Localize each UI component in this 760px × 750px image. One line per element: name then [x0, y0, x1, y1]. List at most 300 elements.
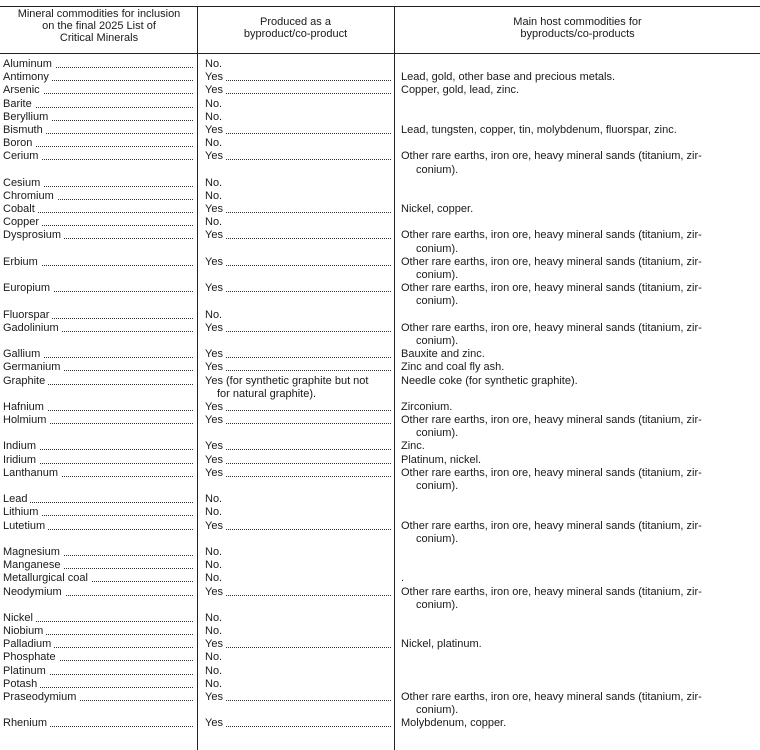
table-row [0, 256, 760, 269]
mineral-name: Rhenium [3, 717, 50, 729]
mineral-cell [3, 216, 193, 229]
produced-value: No. [205, 137, 225, 149]
table-row [0, 111, 760, 124]
dot-leader [205, 159, 391, 160]
produced-value: Yes [205, 322, 226, 334]
host-commodities-cell: Zinc. [401, 440, 425, 453]
produced-value: No. [205, 625, 225, 637]
produced-cell [205, 375, 391, 388]
produced-cell [205, 546, 391, 559]
mineral-name: Boron [3, 137, 35, 149]
produced-cell [205, 533, 391, 546]
mineral-cell [3, 651, 193, 664]
mineral-cell [3, 612, 193, 625]
mineral-name: Dysprosium [3, 229, 64, 241]
mineral-cell [3, 440, 193, 453]
mineral-cell [3, 388, 193, 401]
mineral-name: Lithium [3, 506, 41, 518]
table-row [0, 506, 760, 519]
produced-value [205, 427, 208, 439]
produced-cell [205, 124, 391, 137]
mineral-name: Lutetium [3, 520, 48, 532]
mineral-cell [3, 691, 193, 704]
produced-cell [205, 691, 391, 704]
table-row [0, 625, 760, 638]
mineral-cell [3, 282, 193, 295]
produced-value: No. [205, 665, 225, 677]
table-row [0, 124, 760, 137]
produced-value: No. [205, 58, 225, 70]
mineral-cell [3, 454, 193, 467]
host-commodities-cell: Lead, gold, other base and precious metals. [401, 71, 616, 84]
mineral-name: Cobalt [3, 203, 38, 215]
produced-value: No. [205, 506, 225, 518]
mineral-cell [3, 506, 193, 519]
dot-leader [205, 476, 391, 477]
table-row [0, 678, 760, 691]
table-row [0, 322, 760, 335]
mineral-name: Gadolinium [3, 322, 62, 334]
produced-cell [205, 269, 391, 282]
mineral-name: Neodymium [3, 586, 65, 598]
mineral-name: Copper [3, 216, 42, 228]
dot-leader [205, 370, 391, 371]
produced-value: Yes [205, 203, 226, 215]
mineral-cell [3, 586, 193, 599]
table-row [0, 414, 760, 427]
mineral-cell [3, 309, 193, 322]
mineral-name: Nickel [3, 612, 36, 624]
mineral-name [3, 164, 6, 176]
dot-leader [205, 265, 391, 266]
table-row [0, 98, 760, 111]
mineral-cell [3, 84, 193, 97]
produced-value: Yes [205, 124, 226, 136]
host-commodities-cell: conium). [416, 704, 459, 717]
header-mineral-commodities: Mineral commodities for inclusion on the final 2025 List of Critical Minerals [17, 8, 181, 44]
table-row [0, 427, 760, 440]
produced-value: Yes [205, 586, 226, 598]
produced-cell [205, 348, 391, 361]
produced-value [205, 335, 208, 347]
mineral-name [3, 533, 6, 545]
produced-cell [205, 190, 391, 203]
host-commodities-cell: conium). [416, 242, 459, 255]
produced-cell [205, 177, 391, 190]
table-row [0, 691, 760, 704]
mineral-name: Magnesium [3, 546, 63, 558]
mineral-name: Cesium [3, 177, 43, 189]
table-row [0, 388, 760, 401]
dot-leader [205, 529, 391, 530]
produced-cell [205, 282, 391, 295]
produced-cell [205, 480, 391, 493]
produced-cell [205, 164, 391, 177]
mineral-cell [3, 335, 193, 348]
mineral-cell [3, 414, 193, 427]
mineral-name: Lead [3, 493, 30, 505]
table-row [0, 216, 760, 229]
mineral-cell [3, 243, 193, 256]
table-row [0, 612, 760, 625]
mineral-name: Indium [3, 440, 39, 452]
host-commodities-cell: conium). [416, 295, 459, 308]
produced-value [205, 599, 208, 611]
produced-cell [205, 520, 391, 533]
produced-cell [205, 467, 391, 480]
produced-cell [205, 309, 391, 322]
produced-cell [205, 216, 391, 229]
produced-value: Yes [205, 401, 226, 413]
table-row [0, 150, 760, 163]
mineral-cell [3, 348, 193, 361]
table-row [0, 335, 760, 348]
produced-cell [205, 493, 391, 506]
table-row [0, 454, 760, 467]
mineral-cell [3, 678, 193, 691]
host-commodities-cell: Zinc and coal fly ash. [401, 361, 505, 374]
mineral-name [3, 388, 6, 400]
produced-cell [205, 651, 391, 664]
produced-value: Yes [205, 440, 226, 452]
mineral-name [3, 427, 6, 439]
mineral-name [3, 269, 6, 281]
mineral-cell [3, 572, 193, 585]
table-row [0, 348, 760, 361]
header-produced-as-byproduct: Produced as a byproduct/co-product [243, 16, 348, 40]
mineral-cell [3, 480, 193, 493]
mineral-name [3, 335, 6, 347]
table-row [0, 361, 760, 374]
produced-cell [205, 137, 391, 150]
table-row [0, 480, 760, 493]
produced-cell [205, 612, 391, 625]
produced-value: Yes [205, 454, 226, 466]
host-commodities-cell: Other rare earths, iron ore, heavy mineral sands (titanium, zir- [401, 466, 702, 479]
host-commodities-cell: Copper, gold, lead, zinc. [401, 84, 520, 97]
table-row [0, 269, 760, 282]
table-row [0, 717, 760, 730]
mineral-name: Antimony [3, 71, 52, 83]
header-main-host-commodities: Main host commodities for byproducts/co-products [513, 16, 642, 40]
table-row [0, 295, 760, 308]
mineral-cell [3, 58, 193, 71]
host-commodities-cell: Other rare earths, iron ore, heavy mineral sands (titanium, zir- [401, 321, 702, 334]
dot-leader [205, 700, 391, 701]
mineral-cell [3, 559, 193, 572]
host-commodities-cell: Molybdenum, copper. [401, 717, 507, 730]
dot-leader [3, 502, 193, 503]
table-row [0, 586, 760, 599]
produced-cell [205, 295, 391, 308]
produced-value [205, 480, 208, 492]
mineral-cell [3, 361, 193, 374]
dot-leader [205, 410, 391, 411]
mineral-cell [3, 229, 193, 242]
dot-leader [205, 647, 391, 648]
produced-cell [205, 414, 391, 427]
mineral-name: Europium [3, 282, 53, 294]
table-row [0, 599, 760, 612]
host-commodities-cell: conium). [416, 334, 459, 347]
produced-value: No. [205, 678, 225, 690]
produced-value: Yes [205, 638, 226, 650]
produced-cell [205, 427, 391, 440]
host-commodities-cell: Other rare earths, iron ore, heavy mineral sands (titanium, zir- [401, 229, 702, 242]
mineral-cell [3, 150, 193, 163]
host-commodities-cell: conium). [416, 480, 459, 492]
produced-value [205, 533, 208, 545]
dot-leader [205, 238, 391, 239]
mineral-cell [3, 717, 193, 730]
mineral-name: Arsenic [3, 84, 43, 96]
mineral-name: Gallium [3, 348, 43, 360]
produced-cell [205, 717, 391, 730]
mineral-cell [3, 401, 193, 414]
dot-leader [205, 726, 391, 727]
produced-cell [205, 599, 391, 612]
produced-cell [205, 586, 391, 599]
mineral-cell [3, 427, 193, 440]
produced-value [205, 164, 208, 176]
mineral-name: Aluminum [3, 58, 55, 70]
produced-value: No. [205, 572, 225, 584]
produced-value [205, 269, 208, 281]
table-row [0, 559, 760, 572]
mineral-cell [3, 704, 193, 717]
produced-cell [205, 71, 391, 84]
produced-value: Yes [205, 229, 226, 241]
produced-value: Yes [205, 71, 226, 83]
produced-value: Yes [205, 520, 226, 532]
mineral-cell [3, 520, 193, 533]
table-row [0, 282, 760, 295]
mineral-cell [3, 322, 193, 335]
dot-leader [205, 357, 391, 358]
host-commodities-cell: conium). [416, 427, 459, 440]
table-body [0, 58, 760, 731]
mineral-name: Lanthanum [3, 467, 61, 479]
produced-value: No. [205, 493, 225, 505]
produced-cell [217, 388, 403, 401]
produced-value: for natural graphite). [217, 388, 319, 400]
produced-value: Yes (for synthetic graphite but not [205, 375, 371, 387]
table-row [0, 533, 760, 546]
host-commodities-cell: Other rare earths, iron ore, heavy mineral sands (titanium, zir- [401, 691, 702, 703]
mineral-name [3, 704, 6, 716]
mineral-cell [3, 625, 193, 638]
mineral-cell [3, 599, 193, 612]
produced-cell [205, 111, 391, 124]
mineral-cell [3, 177, 193, 190]
table-top-rule [0, 6, 760, 7]
mineral-name: Chromium [3, 190, 57, 202]
produced-value: Yes [205, 84, 226, 96]
host-commodities-cell: Zirconium. [401, 400, 453, 413]
table-row [0, 58, 760, 71]
table-row [0, 243, 760, 256]
produced-value: No. [205, 216, 225, 228]
table-row [0, 71, 760, 84]
mineral-cell [3, 493, 193, 506]
table-row [0, 546, 760, 559]
produced-value: Yes [205, 691, 226, 703]
mineral-name: Erbium [3, 256, 41, 268]
host-commodities-cell: Bauxite and zinc. [401, 348, 485, 361]
produced-value: Yes [205, 150, 226, 162]
host-commodities-cell: Other rare earths, iron ore, heavy mineral sands (titanium, zir- [401, 150, 702, 163]
produced-cell [205, 572, 391, 585]
produced-value: Yes [205, 282, 226, 294]
table-row [0, 309, 760, 322]
host-commodities-cell: conium). [416, 269, 459, 281]
mineral-name: Manganese [3, 559, 64, 571]
mineral-cell [3, 638, 193, 651]
mineral-cell [3, 164, 193, 177]
dot-leader [205, 212, 391, 213]
produced-value: Yes [205, 361, 226, 373]
host-commodities-cell: conium). [416, 163, 459, 176]
table-row [0, 638, 760, 651]
mineral-cell [3, 111, 193, 124]
produced-cell [205, 58, 391, 71]
produced-cell [205, 256, 391, 269]
produced-cell [205, 322, 391, 335]
mineral-name: Niobium [3, 625, 46, 637]
table-row [0, 704, 760, 717]
host-commodities-cell: Other rare earths, iron ore, heavy mineral sands (titanium, zir- [401, 282, 702, 295]
produced-cell [205, 625, 391, 638]
table-row [0, 520, 760, 533]
produced-cell [205, 150, 391, 163]
table-row [0, 572, 760, 585]
mineral-name: Bismuth [3, 124, 46, 136]
produced-cell [205, 401, 391, 414]
produced-cell [205, 98, 391, 111]
produced-value: Yes [205, 414, 226, 426]
mineral-name: Fluorspar [3, 309, 52, 321]
host-commodities-cell: conium). [416, 532, 459, 545]
table-row [0, 401, 760, 414]
mineral-cell [3, 98, 193, 111]
mineral-cell [3, 295, 193, 308]
produced-cell [205, 638, 391, 651]
produced-cell [205, 229, 391, 242]
table-row [0, 229, 760, 242]
mineral-name [3, 480, 6, 492]
dot-leader [205, 449, 391, 450]
mineral-name [3, 599, 6, 611]
mineral-name [3, 243, 6, 255]
produced-value: No. [205, 177, 225, 189]
mineral-cell [3, 375, 193, 388]
dot-leader [205, 423, 391, 424]
mineral-cell [3, 71, 193, 84]
host-commodities-cell: Platinum, nickel. [401, 453, 482, 466]
produced-value: Yes [205, 467, 226, 479]
produced-value [205, 295, 208, 307]
mineral-name: Hafnium [3, 401, 47, 413]
mineral-name: Iridium [3, 454, 39, 466]
produced-value: No. [205, 111, 225, 123]
produced-cell [205, 506, 391, 519]
table-row [0, 203, 760, 216]
mineral-name: Holmium [3, 414, 49, 426]
host-commodities-cell: Other rare earths, iron ore, heavy mineral sands (titanium, zir- [401, 585, 702, 598]
produced-cell [205, 335, 391, 348]
host-commodities-cell: Nickel, copper. [401, 203, 474, 216]
table-row [0, 137, 760, 150]
produced-cell [205, 454, 391, 467]
dot-leader [205, 463, 391, 464]
produced-value: No. [205, 612, 225, 624]
produced-cell [205, 84, 391, 97]
mineral-cell [3, 546, 193, 559]
mineral-cell [3, 190, 193, 203]
produced-cell [205, 704, 391, 717]
dot-leader [205, 291, 391, 292]
dot-leader [205, 80, 391, 81]
table-row [0, 164, 760, 177]
table-row [0, 177, 760, 190]
mineral-cell [3, 665, 193, 678]
mineral-cell [3, 533, 193, 546]
mineral-name: Phosphate [3, 651, 59, 663]
table-row [0, 493, 760, 506]
produced-value: No. [205, 190, 225, 202]
mineral-name: Beryllium [3, 111, 51, 123]
dot-leader [205, 595, 391, 596]
table-row [0, 440, 760, 453]
mineral-name: Platinum [3, 665, 49, 677]
produced-value [205, 243, 208, 255]
host-commodities-cell: Other rare earths, iron ore, heavy mineral sands (titanium, zir- [401, 519, 702, 532]
table-row [0, 190, 760, 203]
host-commodities-cell: Other rare earths, iron ore, heavy mineral sands (titanium, zir- [401, 255, 702, 268]
produced-value: No. [205, 546, 225, 558]
mineral-cell [3, 137, 193, 150]
produced-cell [205, 440, 391, 453]
produced-cell [205, 243, 391, 256]
produced-cell [205, 203, 391, 216]
mineral-name: Metallurgical coal [3, 572, 91, 584]
host-commodities-cell: Other rare earths, iron ore, heavy mineral sands (titanium, zir- [401, 414, 702, 427]
host-commodities-cell: Nickel, platinum. [401, 638, 482, 651]
mineral-name: Potash [3, 678, 40, 690]
host-commodities-cell: . [401, 572, 405, 585]
table-row [0, 375, 760, 388]
produced-value: No. [205, 559, 225, 571]
mineral-name [3, 295, 6, 307]
produced-value: Yes [205, 717, 226, 729]
produced-cell [205, 559, 391, 572]
dot-leader [205, 133, 391, 134]
produced-value [205, 704, 208, 716]
mineral-name: Barite [3, 98, 35, 110]
produced-value: No. [205, 309, 225, 321]
mineral-name: Palladium [3, 638, 54, 650]
produced-value: No. [205, 651, 225, 663]
produced-value: Yes [205, 256, 226, 268]
table-row [0, 467, 760, 480]
dot-leader [205, 331, 391, 332]
mineral-name: Cerium [3, 150, 41, 162]
produced-cell [205, 361, 391, 374]
mineral-name: Praseodymium [3, 691, 79, 703]
produced-cell [205, 665, 391, 678]
table-row [0, 84, 760, 97]
mineral-cell [3, 269, 193, 282]
